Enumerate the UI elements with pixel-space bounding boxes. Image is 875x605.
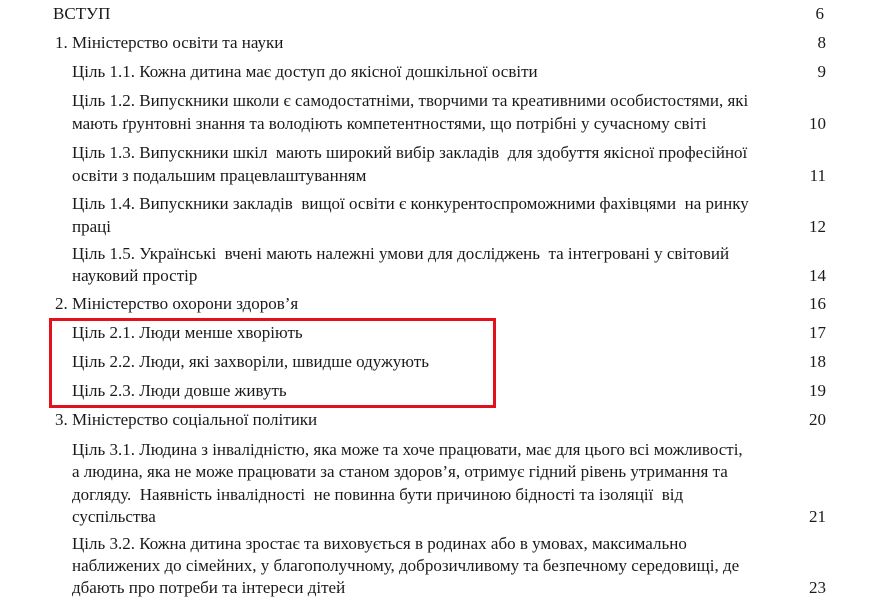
- toc-page-number: 10: [809, 114, 826, 133]
- toc-entry-title-line: дбають про потреби та інтереси дітей: [72, 578, 346, 597]
- toc-entry-title-line: наближених до сімейних, у благополучному, доброзичливому та безпечному середовищі, де: [72, 556, 740, 575]
- toc-entry-title-line: Ціль 1.2. Випускники школи є самодостатніми, творчими та креативними особистостями, які: [72, 91, 749, 110]
- toc-page-number: 21: [809, 507, 826, 526]
- toc-page-number: 20: [809, 410, 826, 429]
- toc-page-number: 17: [809, 323, 826, 342]
- toc-page-number: 8: [817, 33, 826, 52]
- toc-entry-title-line: праці: [72, 217, 111, 236]
- toc-page-number: 18: [809, 352, 826, 371]
- toc-page-number: 12: [809, 217, 826, 236]
- toc-entry-title-line: Ціль 1.4. Випускники закладів вищої освіти є конкурентоспроможними фахівцями на ринку: [72, 194, 749, 213]
- toc-page-number: 11: [809, 166, 826, 185]
- toc-entry-title: 1. Міністерство освіти та науки: [55, 33, 284, 52]
- toc-entry-title-line: Ціль 3.2. Кожна дитина зростає та виховується в родинах або в умовах, максимально: [72, 534, 687, 553]
- toc-entry-title-line: Ціль 3.1. Людина з інвалідністю, яка може та хоче працювати, має для цього всі можливості,: [72, 440, 743, 459]
- toc-entry-title: Ціль 2.3. Люди довше живуть: [72, 381, 287, 400]
- toc-entry-title-line: науковий простір: [72, 266, 198, 285]
- toc-entry-title-line: Ціль 1.5. Українські вчені мають належні умови для досліджень та інтегровані у світовий: [72, 244, 730, 263]
- toc-entry-title-line: освіти з подальшим працевлаштуванням: [72, 166, 367, 185]
- toc-entry-title: 3. Міністерство соціальної політики: [55, 410, 318, 429]
- toc-page-number: 6: [815, 4, 824, 23]
- toc-page-number: 16: [809, 294, 826, 313]
- toc-page-number: 14: [809, 266, 826, 285]
- toc-page-number: 9: [817, 62, 826, 81]
- toc-entry-title: Ціль 2.1. Люди менше хворіють: [72, 323, 303, 342]
- toc-page-number: 23: [809, 578, 826, 597]
- toc-entry-title-line: догляду. Наявність інвалідності не повинна бути причиною бідності та ізоляції від: [72, 485, 684, 504]
- toc-entry-title-line: Ціль 1.3. Випускники шкіл мають широкий вибір закладів для здобуття якісної професійної: [72, 143, 748, 162]
- toc-entry-title: ВСТУП: [53, 4, 111, 23]
- toc-entry-title: Ціль 1.1. Кожна дитина має доступ до якісної дошкільної освіти: [72, 62, 538, 81]
- toc-entry-title-line: суспільства: [72, 507, 156, 526]
- toc-page-number: 19: [809, 381, 826, 400]
- toc-entry-title: 2. Міністерство охорони здоров’я: [55, 294, 299, 313]
- toc-entry-title-line: мають ґрунтовні знання та володіють компетентностями, що потрібні у сучасному світі: [72, 114, 707, 133]
- toc-entry-title-line: а людина, яка не може працювати за станом здоров’я, отримує гідний рівень утримання та: [72, 462, 728, 481]
- toc-entry-title: Ціль 2.2. Люди, які захворіли, швидше одужують: [72, 352, 429, 371]
